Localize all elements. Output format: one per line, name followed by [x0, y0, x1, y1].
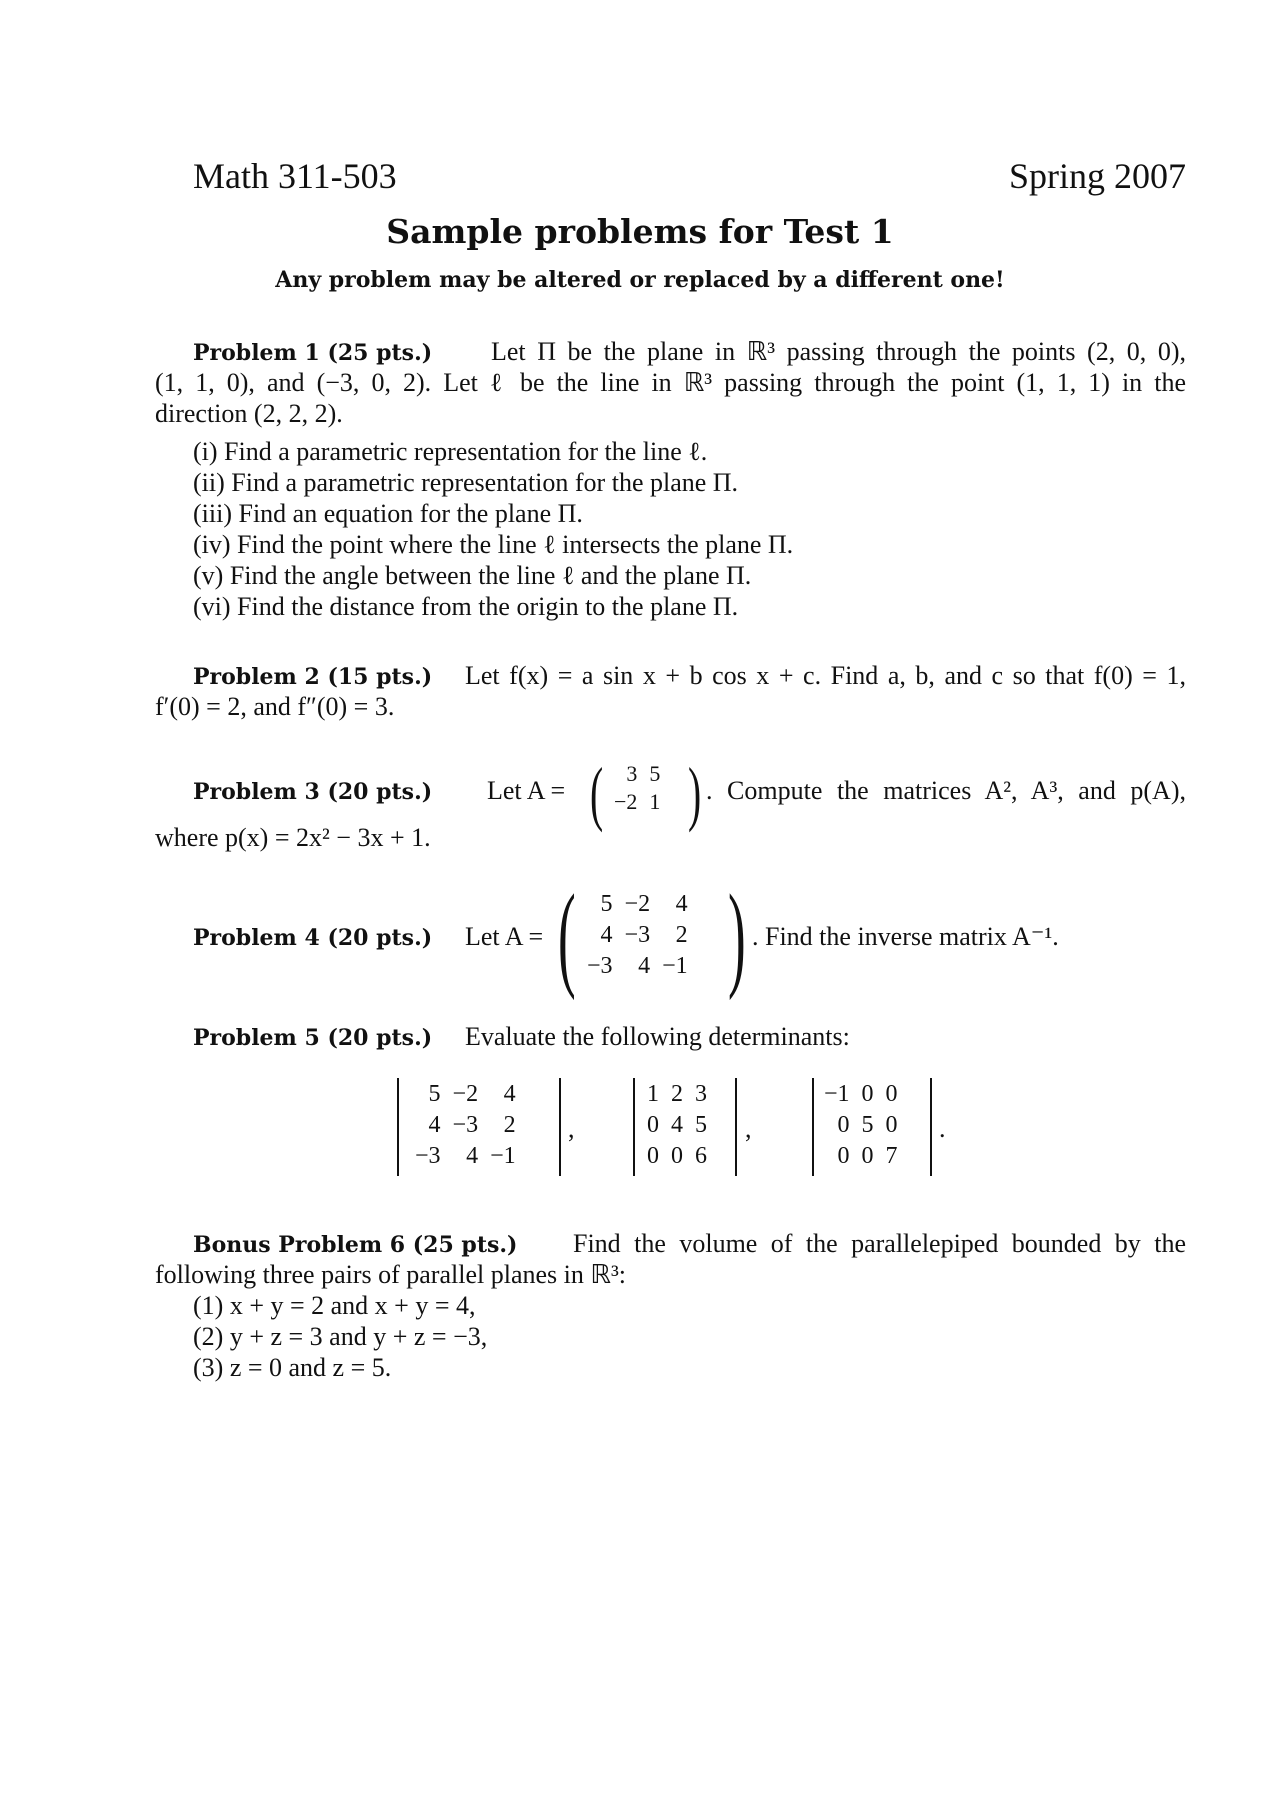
problem-1-line-2: (1, 1, 0), and (−3, 0, 2). Let ℓ be the line in ℝ³ passing through the point (1, 1, 1) in the [155, 368, 1186, 397]
left-paren-icon: ( [558, 870, 576, 1001]
problem-2-line-1: Let f(x) = a sin x + b cos x + c. Find a, b, and c so that f(0) = 1, [465, 661, 1186, 690]
page-subtitle: Any problem may be altered or replaced by a different one! [275, 267, 1005, 293]
matrix-cell: 5 [861, 1112, 874, 1138]
matrix-cell: −3 [415, 1143, 441, 1169]
matrix-cell: −2 [624, 891, 651, 917]
left-paren-icon: ( [590, 753, 604, 833]
separator-comma: , [745, 1114, 752, 1143]
determinant-bar [397, 1078, 399, 1176]
problem-6-label: Bonus Problem 6 (25 pts.) [193, 1232, 518, 1258]
matrix-cell: −3 [624, 922, 651, 948]
matrix-cell: 4 [428, 1112, 441, 1138]
matrix-cell: 4 [600, 922, 613, 948]
matrix-cell: 0 [885, 1112, 898, 1138]
matrix-cell: 2 [503, 1112, 516, 1138]
right-paren-icon: ) [688, 753, 702, 833]
matrix-cell: 4 [638, 953, 651, 979]
matrix-cell: 1 [647, 1081, 659, 1107]
matrix-cell: 4 [675, 891, 688, 917]
problem-6-line-2: following three pairs of parallel planes in ℝ³: [155, 1260, 626, 1289]
problem-3-label: Problem 3 (20 pts.) [193, 779, 433, 805]
problem-6-item-1: (1) x + y = 2 and x + y = 4, [193, 1291, 476, 1320]
problem-4-matrix [581, 889, 694, 982]
problem-6-item-3: (3) z = 0 and z = 5. [193, 1353, 392, 1382]
determinant-1 [409, 1079, 522, 1172]
matrix-cell: 5 [600, 891, 613, 917]
problem-1-item-v: (v) Find the angle between the line ℓ and the plane Π. [193, 561, 752, 590]
matrix-cell: 0 [861, 1143, 874, 1169]
problem-1-item-iv: (iv) Find the point where the line ℓ intersects the plane Π. [193, 530, 794, 559]
problem-4-line-1: . Find the inverse matrix A⁻¹. [752, 922, 1059, 951]
problem-3-matrix [608, 760, 666, 816]
determinant-bar [559, 1078, 561, 1176]
problem-1-item-i: (i) Find a parametric representation for the line ℓ. [193, 437, 708, 466]
matrix-cell: 3 [626, 761, 638, 786]
matrix-cell: 0 [647, 1112, 659, 1138]
matrix-cell: −3 [587, 953, 613, 979]
problem-1-item-ii: (ii) Find a parametric representation for the plane Π. [193, 468, 739, 497]
course-number: Math 311-503 [193, 156, 397, 196]
matrix-cell: 5 [695, 1112, 707, 1138]
problem-5-text: Evaluate the following determinants: [465, 1022, 850, 1051]
problem-4-label: Problem 4 (20 pts.) [193, 925, 433, 951]
separator-period: . [939, 1114, 946, 1143]
determinant-3 [818, 1079, 904, 1172]
problem-2-label: Problem 2 (15 pts.) [193, 664, 433, 690]
matrix-cell: 5 [649, 761, 661, 786]
determinant-bar [633, 1078, 635, 1176]
matrix-cell: 0 [885, 1081, 898, 1107]
matrix-cell: 4 [503, 1081, 516, 1107]
determinant-bar [735, 1078, 737, 1176]
matrix-cell: 5 [428, 1081, 441, 1107]
matrix-cell: −2 [452, 1081, 479, 1107]
problem-6-line-1: Find the volume of the parallelepiped bounded by the [573, 1229, 1186, 1258]
problem-1-label: Problem 1 (25 pts.) [193, 340, 433, 366]
problem-1-line-1: Let Π be the plane in ℝ³ passing through the points (2, 0, 0), [491, 337, 1186, 366]
determinant-bar [930, 1078, 932, 1176]
determinant-2 [641, 1079, 713, 1172]
problem-4-let: Let A = [465, 922, 544, 951]
matrix-cell: −2 [614, 789, 638, 814]
matrix-cell: 0 [837, 1112, 850, 1138]
right-paren-icon: ) [728, 870, 746, 1001]
matrix-cell: −1 [490, 1143, 516, 1169]
problem-5-label: Problem 5 (20 pts.) [193, 1025, 433, 1051]
problem-1-item-vi: (vi) Find the distance from the origin to the plane Π. [193, 592, 739, 621]
problem-3-line-1: . Compute the matrices A², A³, and p(A), [706, 776, 1186, 805]
matrix-cell: 0 [837, 1143, 850, 1169]
matrix-cell: −3 [452, 1112, 479, 1138]
matrix-cell: 0 [861, 1081, 874, 1107]
matrix-cell: 0 [671, 1143, 683, 1169]
matrix-cell: 0 [647, 1143, 659, 1169]
matrix-cell: 6 [695, 1143, 707, 1169]
matrix-cell: −1 [662, 953, 688, 979]
matrix-cell: −1 [824, 1081, 850, 1107]
problem-1-line-3: direction (2, 2, 2). [155, 399, 343, 428]
matrix-cell: 1 [649, 789, 661, 814]
matrix-cell: 4 [466, 1143, 479, 1169]
problem-1-item-iii: (iii) Find an equation for the plane Π. [193, 499, 583, 528]
problem-3-line-2: where p(x) = 2x² − 3x + 1. [155, 823, 431, 852]
problem-3-let: Let A = [487, 776, 566, 805]
matrix-cell: 7 [885, 1143, 898, 1169]
matrix-cell: 4 [671, 1112, 683, 1138]
determinant-bar [812, 1078, 814, 1176]
page-title: Sample problems for Test 1 [386, 212, 894, 251]
problem-2-line-2: f′(0) = 2, and f″(0) = 3. [155, 692, 395, 721]
term: Spring 2007 [1008, 156, 1186, 196]
matrix-cell: 3 [695, 1081, 707, 1107]
separator-comma: , [568, 1114, 575, 1143]
matrix-cell: 2 [675, 922, 688, 948]
matrix-cell: 2 [671, 1081, 683, 1107]
problem-6-item-2: (2) y + z = 3 and y + z = −3, [193, 1322, 488, 1351]
